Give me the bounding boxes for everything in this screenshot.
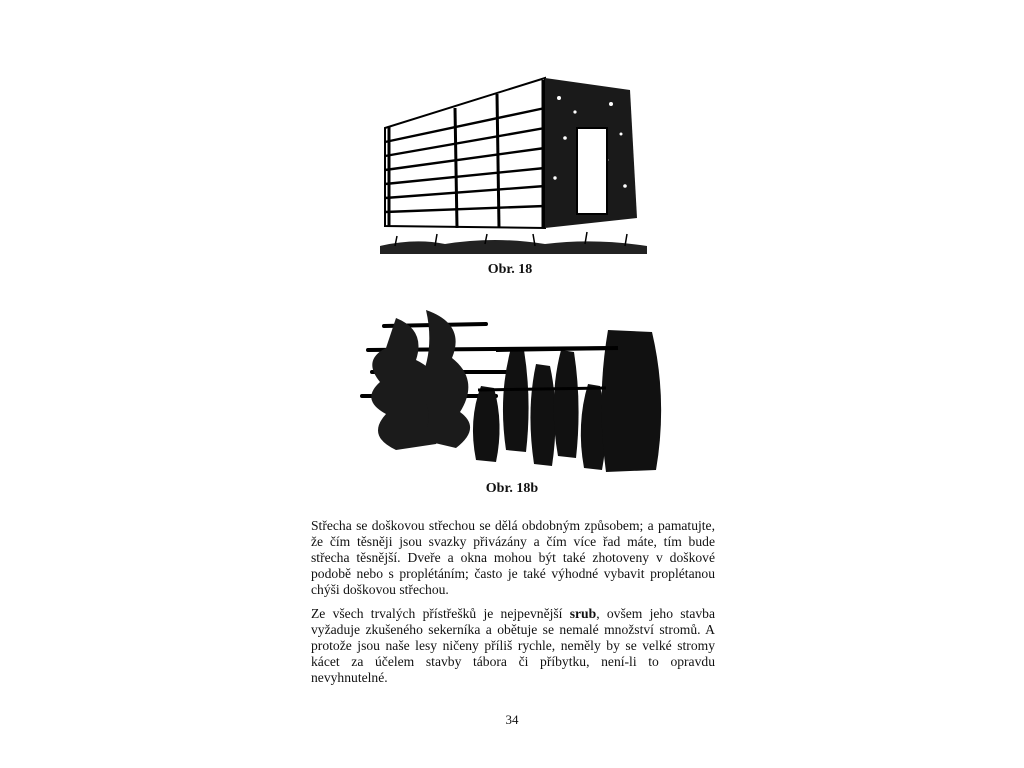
page-number: 34	[505, 712, 519, 727]
figure-18	[375, 68, 655, 256]
paragraph-1: Střecha se doškovou střechou se dělá obdobným způsobem; a pamatujte, že čím těsněji jsou svazky přivázány a čím více řad máte, tím bude střecha těsnější. Dveře a okna mohou být také zhotoveny v doškové podobě nebo s proplétáním; často je také výhodné vybavit proplétanou chýši doškovou střechou.	[311, 518, 715, 597]
body-text	[311, 518, 715, 694]
figure-18b-caption: Obr. 18b	[485, 481, 539, 496]
figure-18-caption: Obr. 18	[487, 262, 533, 277]
term-srub: srub	[569, 606, 597, 621]
paragraph-2-start: Ze všech trvalých přístřešků je nejpevnější	[311, 606, 570, 621]
drying-bundles-illustration	[356, 300, 672, 476]
paragraph-2-end: , ovšem jeho stavba vyžaduje zkušeného sekerníka a obětuje se nemalé množství stromů. A protože jsou naše lesy ničeny příliš rychle, neměly by se velké stromy kácet za účelem stavby tábora či příbytku, není-li to opravdu nevyhnutelné.	[311, 606, 715, 685]
paragraph-2	[311, 606, 715, 686]
log-shelter-illustration	[375, 68, 655, 256]
figure-18b	[356, 300, 672, 476]
